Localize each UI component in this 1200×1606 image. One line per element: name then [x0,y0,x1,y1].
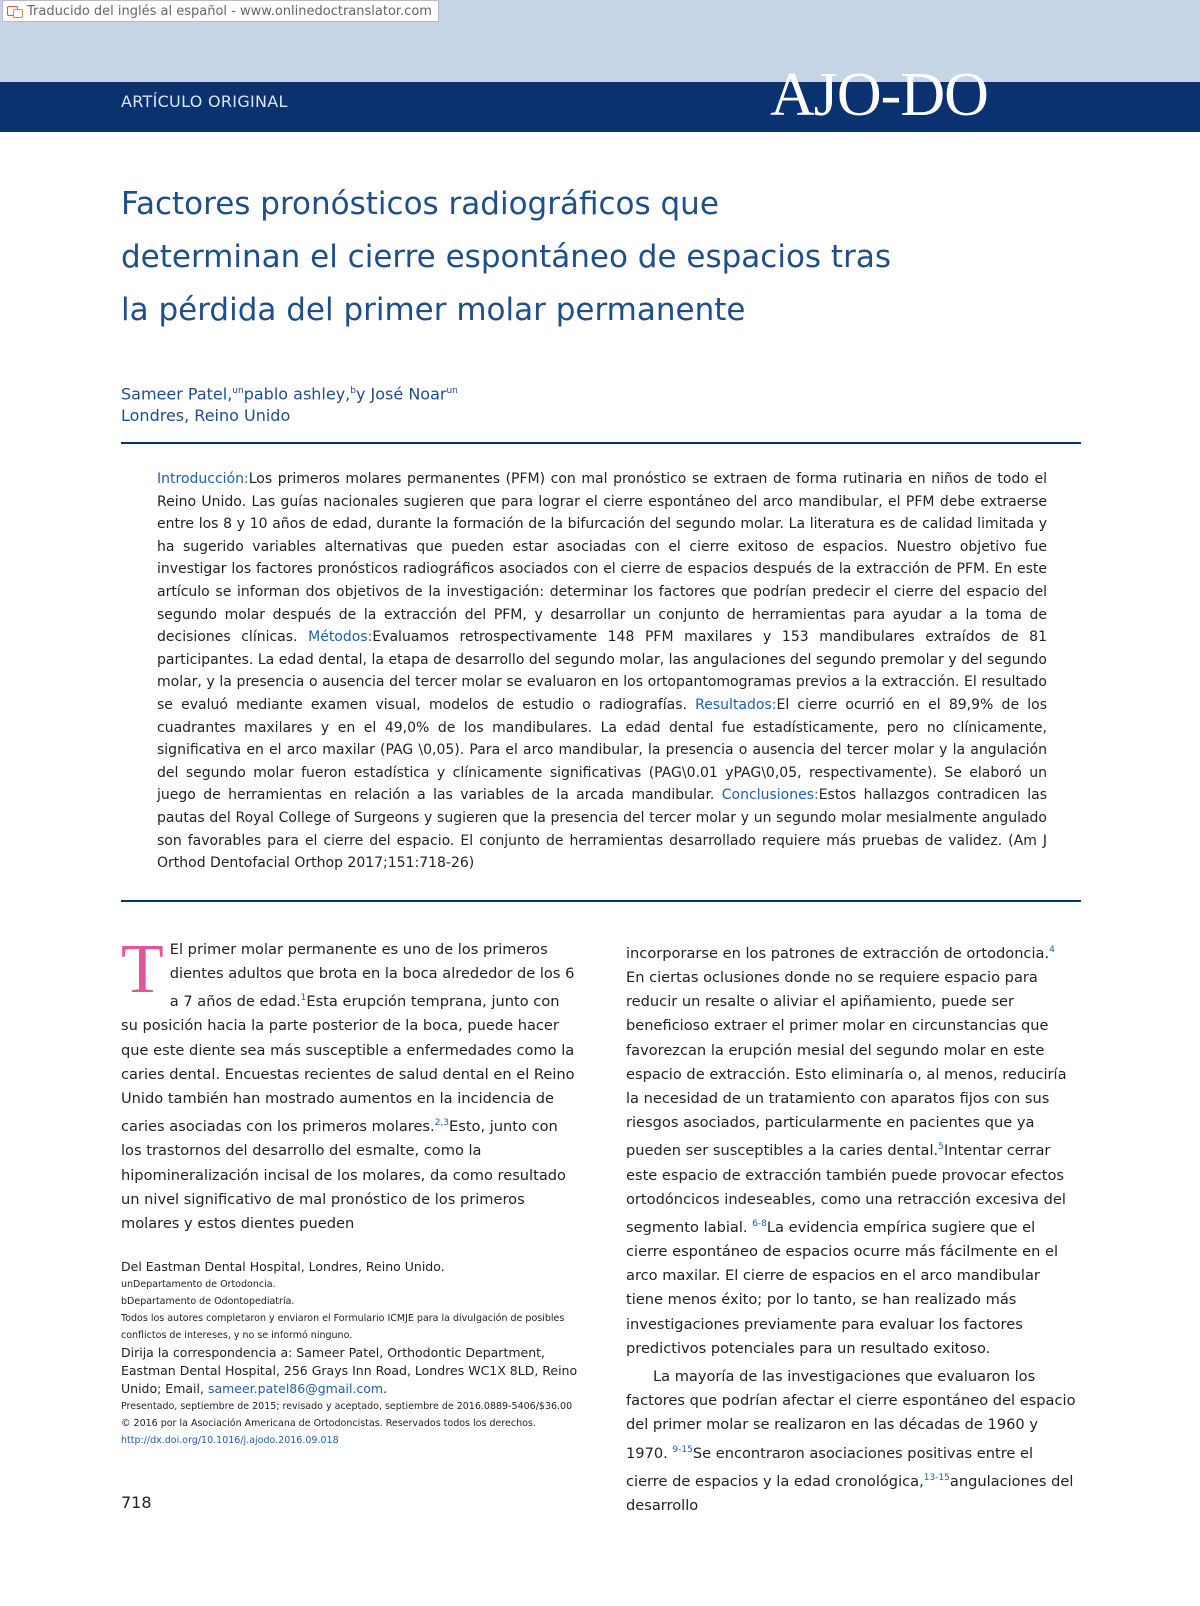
footnotes [121,1258,581,1449]
correspondence-end: . [383,1381,388,1396]
translator-banner[interactable] [2,0,439,22]
footnote-disclosure: Todos los autores completaron y enviaron el Formulario ICMJE para la divulgación de posibles conflictos de intereses, y no se informó ninguno. [121,1313,565,1341]
body-text: La evidencia empírica sugiere que el cierre espontáneo de espacios ocurre más fácilmente en el arco maxilar. El cierre de espacios en el arco mandibular tiene menos éxito; por lo tanto, se han realizado más investigaciones previamente para evaluar los factores predictivos potenciales para un resultado exitoso. [626,1218,1059,1357]
body-text: Intentar cerrar este espacio de extracción también puede provocar efectos ortodóncicos indeseables, como una retracción excesiva del segmento labial. [626,1142,1066,1236]
article-title [121,178,1021,337]
affiliation-mark: b [350,386,356,396]
author-name: Sameer Patel, [121,384,233,404]
footnote-submitted: Presentado, septiembre de 2015; revisado y aceptado, septiembre de 2016.0889-5406/$36.00 [121,1401,573,1412]
body-text: Se encontraron asociaciones positivas entre el cierre de espacios y la edad cronológica, [626,1444,1034,1490]
abstract [157,468,1047,875]
abstract-intro-text: Los primeros molares permanentes (PFM) con mal pronóstico se extraen de forma rutinaria en niños de todo el Reino Unido. Las guías nacionales sugieren que para lograr el cierre espontáneo del arco mandibular, el PFM debe extraerse entre los 8 y 10 años de edad, durante la formación de la bifurcación del segundo molar. La literatura es de calidad limitada y ha sugerido variables alternativas que pueden estar asociadas con el cierre exitoso de espacios. Nuestro objetivo fue investigar los factores pronósticos radiográficos asociados con el cierre de espacios después de la extracción de PFM. En este artículo se informan dos objetivos de la investigación: determinar los factores que podrían predecir el cierre del espacio del segundo molar después de la extracción del PFM, y desarrollar un conjunto de herramientas para ayudar a la toma de decisiones clínicas. [157,471,1047,646]
title-line: la pérdida del primer molar permanente [121,292,746,328]
author-location: Londres, Reino Unido [121,406,291,426]
citation-link[interactable]: 5 [938,1142,944,1153]
translator-text: Traducido del inglés al español - www.onlinedoctranslator.com [27,3,432,19]
citation-link[interactable]: 9-15 [672,1444,693,1455]
affiliation-mark: un [446,386,458,396]
body-text: En ciertas oclusiones donde no se requiere espacio para reducir un resalte o aliviar el apiñamiento, puede ser beneficioso extraer el primer molar en circunstancias que favorezcan la erupción mesial del segundo molar en este espacio de extracción. Esto eliminaría o, al menos, reduciría la necesidad de un tratamiento con aparatos fijos con sus riesgos asociados, particularmente en pacientes que ya pueden ser susceptibles a la caries dental. [626,969,1067,1160]
body-column-right [626,938,1076,1518]
footnote-affiliation-b: bDepartamento de Odontopediatría. [121,1296,295,1307]
citation-link[interactable]: 6-8 [752,1218,767,1229]
footnote-from: Del Eastman Dental Hospital, Londres, Reino Unido. [121,1259,445,1274]
title-line: determinan el cierre espontáneo de espacios tras [121,239,891,275]
body-text: La mayoría de las investigaciones que evaluaron los factores que podrían afectar el cierre espontáneo del espacio del primer molar se realizaron en las décadas de 1960 y 1970. [626,1368,1076,1462]
body-text: El primer molar permanente es uno de los primeros dientes adultos que brota en la boca alrededor de los 6 a 7 años de edad. [169,941,575,1011]
section-label: ARTÍCULO ORIGINAL [121,92,288,111]
author-list [121,380,458,427]
email-link[interactable]: sameer.patel86@gmail.com [207,1381,384,1396]
abstract-results-label: Resultados: [695,696,777,713]
body-text: incorporarse en los patrones de extracción de ortodoncia. [626,944,1050,962]
author-name: pablo ashley, [243,384,351,404]
body-paragraph [626,1365,1076,1518]
correspondence-text: Dirija la correspondencia a: Sameer Patel, Orthodontic Department, Eastman Dental Hospital, 256 Grays Inn Road, Londres WC1X 8LD, Reino Unido; Email, [121,1345,578,1396]
dropcap: T [121,931,164,1008]
body-text: angulaciones del desarrollo [626,1472,1074,1514]
author-name: y José Noar [355,384,447,404]
abstract-conclusions-text: Estos hallazgos contradicen las pautas del Royal College of Surgeons y sugieren que la presencia del tercer molar y un segundo molar mesialmente angulado son favorables para el cierre del espacio. El conjunto de herramientas desarrollado requiere más pruebas de validez. (Am J Orthod Dentofacial Orthop 2017;151:718-26) [157,787,1047,872]
body-text: Esta erupción temprana, junto con su posición hacia la parte posterior de la boca, puede hacer que este diente sea más susceptible a enfermedades como la caries dental. Encuestas recientes de salud dental en el Reino Unido también han mostrado aumentos en la incidencia de caries asociadas con los primeros molares. [121,993,575,1136]
doi-link[interactable]: http://dx.doi.org/10.1016/j.ajodo.2016.09.018 [121,1435,339,1446]
abstract-methods-label: Métodos: [308,629,373,646]
body-paragraph [626,938,1076,1361]
footnote-correspondence [121,1344,581,1398]
abstract-top-rule [121,442,1081,444]
title-line: Factores pronósticos radiográficos que [121,186,719,222]
abstract-results-text: El cierre ocurrió en el 89,9% de los cuadrantes maxilares y en el 49,0% de los mandibulares. La edad dental fue estadísticamente, pero no clínicamente, significativa en el arco maxilar (PAG \0,05). Para el arco mandibular, la presencia o ausencia del tercer molar y la angulación del segundo molar fueron estadística y clínicamente significativas (PAG\0.01 yPAG\0,05, respectivamente). Se elaboró un juego de herramientas en relación a las variables de la arcada mandibular. [157,696,1048,804]
translate-icon [7,5,23,17]
body-text: Esto, junto con los trastornos del desarrollo del esmalte, como la hipomineralización incisal de los molares, da como resultado un nivel significativo de mal pronóstico de los primeros molares y estos dientes pueden [121,1118,566,1232]
abstract-bottom-rule [121,900,1081,902]
journal-logo: AJO-DO [770,61,988,129]
body-paragraph [121,931,577,1236]
affiliation-mark: un [232,386,244,396]
footnote-copyright: © 2016 por la Asociación Americana de Ortodoncistas. Reservados todos los derechos. [121,1418,536,1429]
abstract-methods-text: Evaluamos retrospectivamente 148 PFM maxilares y 153 mandibulares extraídos de 81 participantes. La edad dental, la etapa de desarrollo del segundo molar, las angulaciones del segundo premolar y del segundo molar, y la presencia o ausencia del tercer molar se evaluaron en los ortopantomogramas previos a la extracción. El resultado se evaluó mediante examen visual, modelos de estudio o radiografías. [157,629,1047,713]
footnote-affiliation-a: unDepartamento de Ortodoncia. [121,1279,276,1290]
citation-link[interactable]: 4 [1049,945,1055,955]
body-column-left [121,931,577,1236]
citation-link[interactable]: 1 [300,993,307,1004]
abstract-intro-label: Introducción: [157,471,249,487]
abstract-conclusions-label: Conclusiones: [721,787,819,804]
citation-link[interactable]: 13-15 [923,1472,950,1483]
citation-link[interactable]: 2,3 [434,1118,449,1129]
page-number: 718 [121,1493,152,1512]
